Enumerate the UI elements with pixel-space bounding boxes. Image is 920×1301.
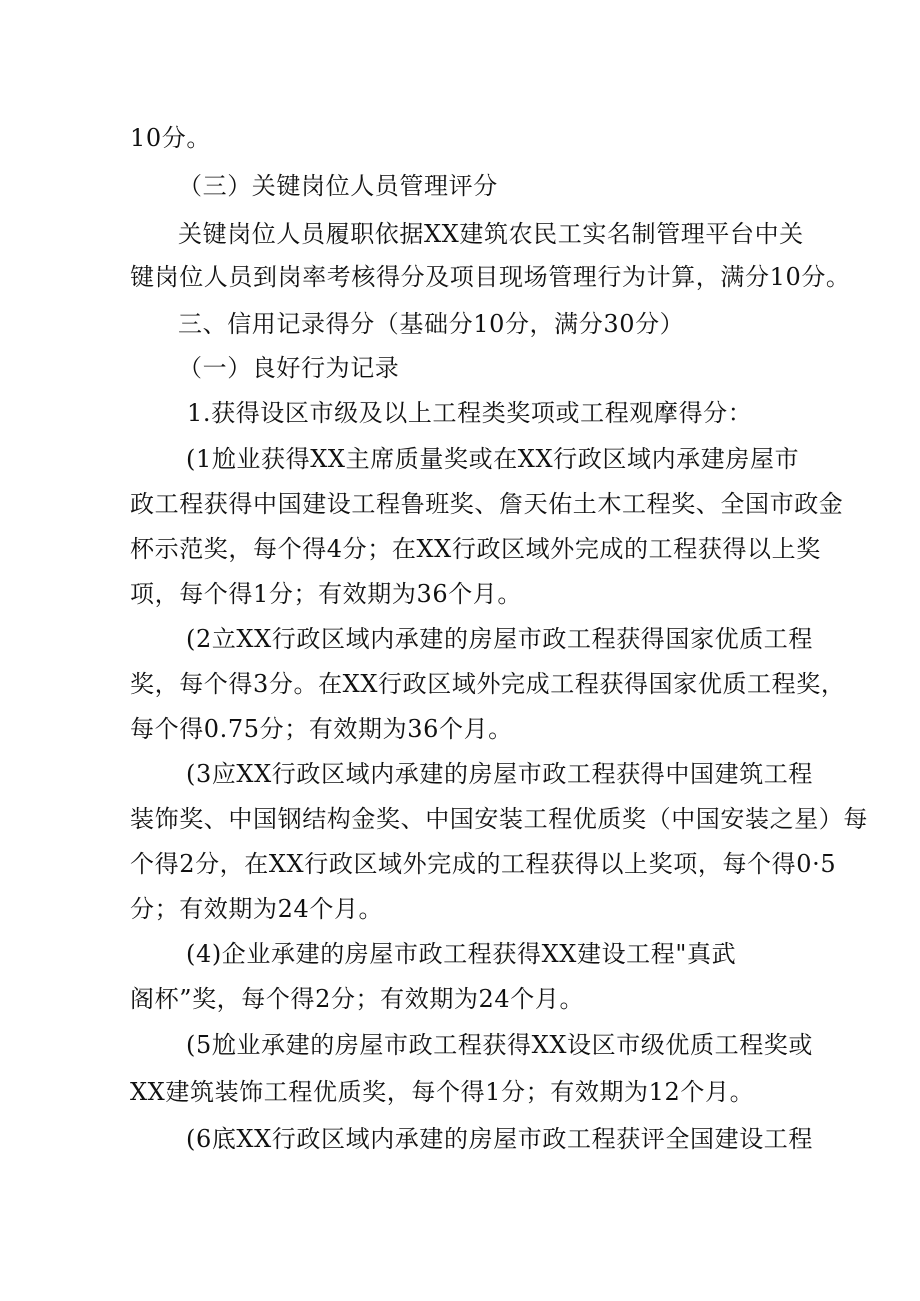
text-line: 杯示范奖，每个得4分；在XX行政区域外完成的工程获得以上奖 (130, 535, 821, 563)
text-line: 每个得0.75分；有效期为36个月。 (130, 715, 513, 743)
text-line: 分；有效期为24个月。 (130, 895, 384, 923)
text-line: 键岗位人员到岗率考核得分及项目现场管理行为计算，满分10分。 (130, 263, 851, 291)
list-item-start: (2立XX行政区域内承建的房屋市政工程获得国家优质工程 (186, 625, 814, 653)
section-heading: 三、信用记录得分（基础分10分，满分30分） (178, 310, 685, 338)
text-line: XX建筑装饰工程优质奖，每个得1分；有效期为12个月。 (130, 1078, 755, 1106)
text-line: 个得2分，在XX行政区域外完成的工程获得以上奖项，每个得0·5 (130, 850, 837, 878)
text-line: 项，每个得1分；有效期为36个月。 (130, 580, 523, 608)
section-heading: （三）关键岗位人员管理评分 (178, 172, 498, 200)
text-line: 阁杯”奖，每个得2分；有效期为24个月。 (130, 985, 585, 1013)
text-line: 奖，每个得3分。在XX行政区域外完成工程获得国家优质工程奖， (130, 670, 846, 698)
list-item-start: (4)企业承建的房屋市政工程获得XX建设工程"真武 (186, 940, 737, 968)
text-line: 10分。 (130, 124, 211, 152)
text-line: 关键岗位人员履职依据XX建筑农民工实名制管理平台中关 (178, 220, 804, 248)
section-heading: （一）良好行为记录 (178, 354, 400, 382)
list-item-start: (1尬业获得XX主席质量奖或在XX行政区域内承建房屋市 (186, 445, 800, 473)
list-heading: 1.获得设区市级及以上工程类奖项或工程观摩得分： (187, 399, 753, 427)
text-line: 装饰奖、中国钢结构金奖、中国安装工程优质奖（中国安装之星）每 (130, 805, 868, 833)
list-item-start: (6底XX行政区域内承建的房屋市政工程获评全国建设工程 (186, 1125, 814, 1153)
list-item-start: (3应XX行政区域内承建的房屋市政工程获得中国建筑工程 (186, 760, 814, 788)
list-item-start: (5尬业承建的房屋市政工程获得XX设区市级优质工程奖或 (186, 1031, 814, 1059)
text-line: 政工程获得中国建设工程鲁班奖、詹天佑土木工程奖、全国市政金 (130, 490, 844, 518)
